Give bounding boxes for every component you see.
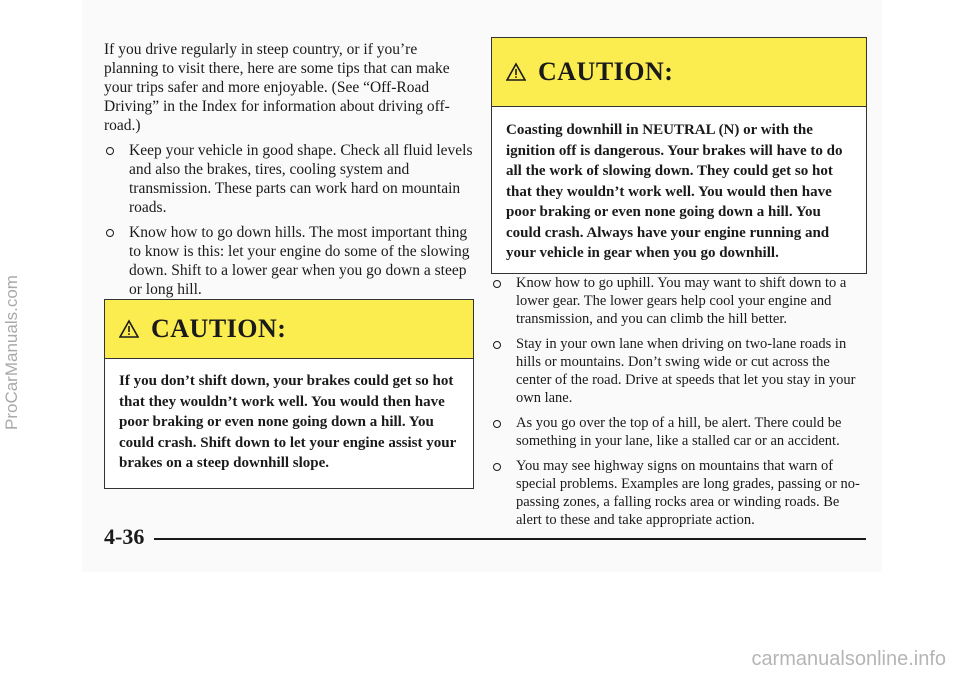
list-item-text: Know how to go down hills. The most important thing to know is this: let your engine do some of the slowing down. Shift to a lower gear when you go down a steep or long hill. bbox=[129, 224, 470, 298]
list-item-text: As you go over the top of a hill, be alert. There could be something in your lane, like a stalled car or an accident. bbox=[516, 415, 842, 449]
bullet-icon bbox=[493, 463, 501, 471]
list-item-text: Keep your vehicle in good shape. Check all fluid levels and also the brakes, tires, cooling system and transmission. These parts can work hard on mountain roads. bbox=[129, 142, 473, 216]
caution-header bbox=[105, 300, 473, 359]
list-item bbox=[104, 223, 474, 299]
bottom-watermark: carmanualsonline.info bbox=[751, 648, 946, 670]
list-item bbox=[491, 274, 867, 328]
list-item bbox=[491, 414, 867, 450]
footer-divider bbox=[154, 538, 866, 540]
right-column bbox=[491, 37, 867, 536]
list-item bbox=[104, 141, 474, 217]
caution-title: CAUTION: bbox=[151, 314, 287, 343]
intro-paragraph: If you drive regularly in steep country, or if you’re planning to visit there, here are some tips that can make your trips safer and more enjoyable. (See “Off-Road Driving” in the Index for information about driving off-road.) bbox=[104, 41, 450, 134]
caution-box-right bbox=[491, 37, 867, 274]
caution-text: If you don’t shift down, your brakes could get so hot that they wouldn’t work well. You would then have poor braking or even none going down a hill. You could crash. Shift down to let your engine assist your brakes on a steep downhill slope. bbox=[119, 373, 456, 471]
bullet-icon bbox=[493, 280, 501, 288]
left-column bbox=[104, 40, 474, 305]
warning-triangle-icon bbox=[119, 319, 139, 339]
list-item-text: Know how to go uphill. You may want to shift down to a lower gear. The lower gears help cool your engine and transmission, and you can climb the hill better. bbox=[516, 275, 847, 327]
bullet-icon bbox=[106, 147, 114, 155]
list-item bbox=[491, 457, 867, 529]
caution-box-left bbox=[104, 299, 474, 489]
list-item-text: Stay in your own lane when driving on two-lane roads in hills or mountains. Don’t swing wide or cut across the center of the road. Drive at speeds that let you stay in your own lane. bbox=[516, 336, 856, 406]
caution-text: Coasting downhill in NEUTRAL (N) or with the ignition off is dangerous. Your brakes will have to do all the work of slowing down. They could get so hot that they wouldn’t work well. You would then have poor braking or even none going down a hill. You could crash. Always have your engine running and your vehicle in gear when you go downhill. bbox=[506, 122, 843, 261]
list-item-text: You may see highway signs on mountains that warn of special problems. Examples are long grades, passing or no-passing zones, a falling rocks area or winding roads. Be alert to these and take appropriate action. bbox=[516, 458, 860, 528]
bullet-icon bbox=[106, 229, 114, 237]
caution-header bbox=[492, 38, 866, 107]
bullet-icon bbox=[493, 420, 501, 428]
right-bullet-list bbox=[491, 274, 867, 529]
page-number: 4-36 bbox=[104, 524, 145, 549]
side-watermark: ProCarManuals.com bbox=[2, 275, 21, 430]
warning-triangle-icon bbox=[506, 62, 526, 82]
bullet-icon bbox=[493, 341, 501, 349]
left-bullet-list bbox=[104, 141, 474, 299]
caution-title: CAUTION: bbox=[538, 57, 674, 86]
list-item bbox=[491, 335, 867, 407]
